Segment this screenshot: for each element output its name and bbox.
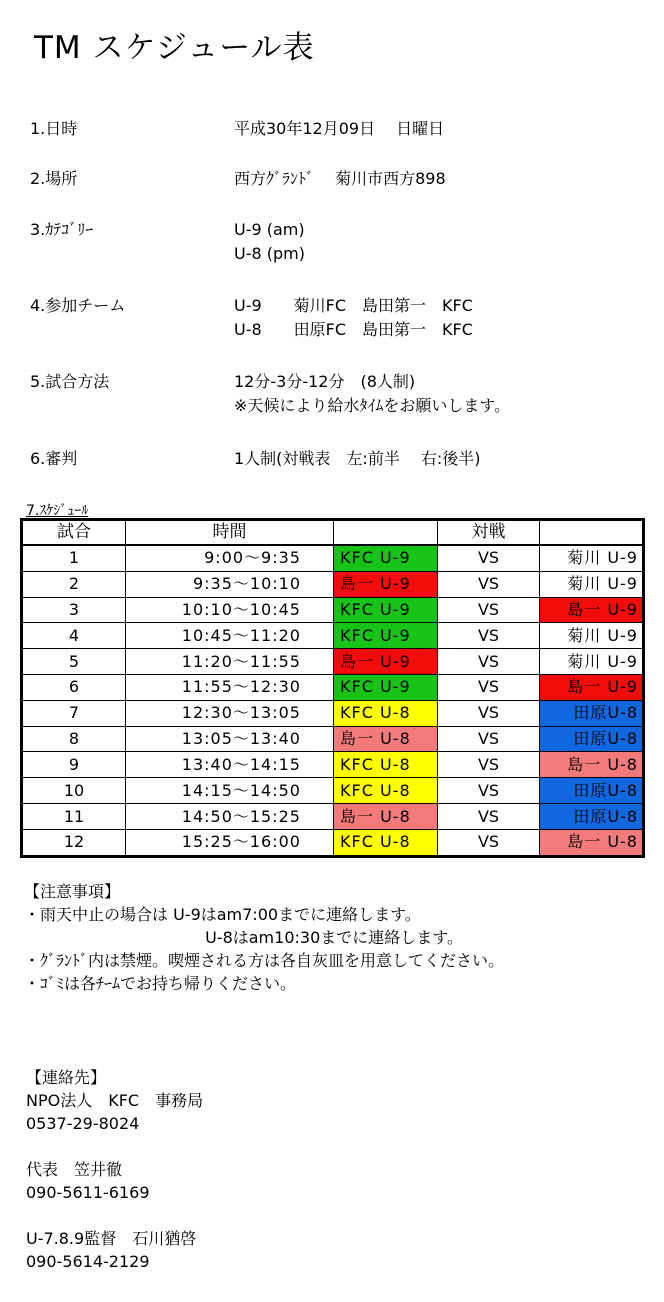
vs-label: VS (438, 597, 540, 623)
vs-label: VS (438, 829, 540, 856)
info-value-format-1: 12分-3分-12分 (8人制) (234, 372, 416, 391)
info-value-category-2: U-8 (pm) (234, 244, 305, 263)
team-left: KFC U-9 (334, 545, 438, 571)
team-right: 島一 U-8 (540, 829, 644, 856)
info-label-format: 5.試合方法 (30, 372, 110, 391)
team-left: 島一 U-8 (334, 726, 438, 752)
match-time: 13:05〜13:40 (126, 726, 334, 752)
info-label-category: 3.ｶﾃｺﾞﾘｰ (30, 220, 94, 239)
table-row (22, 571, 644, 597)
contact-rep: 代表 笠井徹 (26, 1160, 123, 1179)
info-value-referee: 1人制(対戦表 左:前半 右:後半) (234, 449, 481, 468)
notes-line-rain-u8: U-8はam10:30までに連絡します。 (24, 928, 463, 947)
team-left: KFC U-8 (334, 752, 438, 778)
contact-coach: U-7.8.9監督 石川猶啓 (26, 1229, 197, 1248)
match-number: 4 (22, 623, 126, 649)
match-time: 9:35〜10:10 (126, 571, 334, 597)
schedule-title: 7.ｽｹｼﾞｭｰﾙ (26, 503, 89, 519)
match-number: 9 (22, 752, 126, 778)
notes-heading: 【注意事項】 (24, 882, 121, 901)
team-right: 田原U-8 (540, 726, 644, 752)
team-left: KFC U-9 (334, 597, 438, 623)
vs-label: VS (438, 649, 540, 675)
match-number: 12 (22, 829, 126, 856)
team-left: 島一 U-9 (334, 571, 438, 597)
vs-label: VS (438, 623, 540, 649)
contact-org-tel: 0537-29-8024 (26, 1114, 140, 1133)
team-right: 島一 U-8 (540, 752, 644, 778)
match-number: 8 (22, 726, 126, 752)
notes-line-trash: ・ｺﾞﾐは各ﾁｰﾑでお持ち帰りください。 (24, 974, 297, 993)
info-value-category-1: U-9 (am) (234, 220, 305, 239)
match-number: 7 (22, 700, 126, 726)
contact-section (26, 1066, 203, 1273)
contact-coach-tel: 090-5614-2129 (26, 1252, 150, 1271)
contact-heading: 【連絡先】 (26, 1068, 107, 1087)
header-matchup: 対戦 (438, 520, 540, 545)
vs-label: VS (438, 752, 540, 778)
match-number: 6 (22, 674, 126, 700)
vs-label: VS (438, 545, 540, 571)
info-value-venue: 西方ｸﾞﾗﾝﾄﾞ 菊川市西方898 (234, 169, 446, 188)
table-row (22, 804, 644, 830)
info-value-datetime: 平成30年12月09日 日曜日 (234, 119, 445, 138)
match-time: 13:40〜14:15 (126, 752, 334, 778)
team-right: 菊川 U-9 (540, 649, 644, 675)
info-value-format-2: ※天候により給水ﾀｲﾑをお願いします。 (234, 396, 511, 415)
vs-label: VS (438, 778, 540, 804)
match-time: 9:00〜9:35 (126, 545, 334, 571)
notes-line-rain: ・雨天中止の場合は U-9はam7:00までに連絡します。 (24, 905, 421, 924)
vs-label: VS (438, 571, 540, 597)
table-row (22, 726, 644, 752)
info-label-teams: 4.参加チーム (30, 296, 126, 315)
table-row (22, 778, 644, 804)
team-right: 島一 U-9 (540, 674, 644, 700)
page-title: TM スケジュール表 (34, 30, 315, 66)
match-number: 5 (22, 649, 126, 675)
header-team-right (540, 520, 644, 545)
header-match: 試合 (22, 520, 126, 545)
team-right: 田原U-8 (540, 778, 644, 804)
table-row (22, 829, 644, 856)
vs-label: VS (438, 674, 540, 700)
match-number: 1 (22, 545, 126, 571)
notes-line-smoking: ・ｸﾞﾗﾝﾄﾞ内は禁煙。喫煙される方は各自灰皿を用意してください。 (24, 951, 505, 970)
info-label-datetime: 1.日時 (30, 119, 78, 138)
notes-section (24, 880, 504, 995)
vs-label: VS (438, 700, 540, 726)
table-row (22, 597, 644, 623)
info-value-teams-2: U-8 田原FC 島田第一 KFC (234, 320, 473, 339)
team-right: 田原U-8 (540, 804, 644, 830)
table-row (22, 545, 644, 571)
info-label-venue: 2.場所 (30, 169, 78, 188)
team-left: KFC U-9 (334, 623, 438, 649)
team-left: KFC U-8 (334, 829, 438, 856)
contact-rep-tel: 090-5611-6169 (26, 1183, 150, 1202)
team-right: 田原U-8 (540, 700, 644, 726)
match-number: 10 (22, 778, 126, 804)
info-value-teams-1: U-9 菊川FC 島田第一 KFC (234, 296, 473, 315)
match-number: 11 (22, 804, 126, 830)
table-row (22, 623, 644, 649)
match-number: 3 (22, 597, 126, 623)
table-header-row (22, 520, 644, 545)
team-left: KFC U-9 (334, 674, 438, 700)
table-row (22, 674, 644, 700)
header-team-left (334, 520, 438, 545)
team-left: 島一 U-9 (334, 649, 438, 675)
team-right: 菊川 U-9 (540, 545, 644, 571)
match-time: 11:55〜12:30 (126, 674, 334, 700)
team-right: 菊川 U-9 (540, 623, 644, 649)
team-right: 菊川 U-9 (540, 571, 644, 597)
team-left: KFC U-8 (334, 778, 438, 804)
team-left: 島一 U-8 (334, 804, 438, 830)
match-time: 15:25〜16:00 (126, 829, 334, 856)
match-time: 14:15〜14:50 (126, 778, 334, 804)
match-time: 10:45〜11:20 (126, 623, 334, 649)
schedule-table (20, 518, 645, 858)
match-number: 2 (22, 571, 126, 597)
team-right: 島一 U-9 (540, 597, 644, 623)
match-time: 12:30〜13:05 (126, 700, 334, 726)
match-time: 10:10〜10:45 (126, 597, 334, 623)
vs-label: VS (438, 804, 540, 830)
vs-label: VS (438, 726, 540, 752)
table-row (22, 700, 644, 726)
match-time: 14:50〜15:25 (126, 804, 334, 830)
team-left: KFC U-8 (334, 700, 438, 726)
contact-org: NPO法人 KFC 事務局 (26, 1091, 204, 1110)
header-time: 時間 (126, 520, 334, 545)
info-label-referee: 6.審判 (30, 449, 78, 468)
table-row (22, 752, 644, 778)
table-row (22, 649, 644, 675)
match-time: 11:20〜11:55 (126, 649, 334, 675)
